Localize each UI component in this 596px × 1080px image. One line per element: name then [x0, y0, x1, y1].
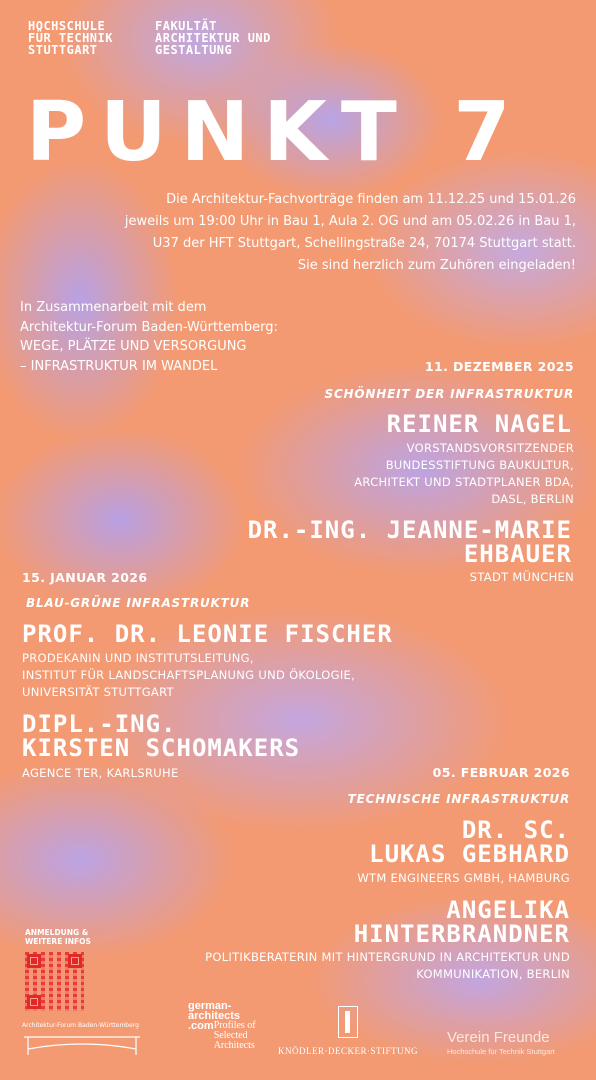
faculty-name: FAKULTÄT ARCHITEKTUR UND GESTALTUNG: [155, 19, 271, 57]
speaker-name: REINER NAGEL: [386, 410, 572, 438]
event-topic: SCHÖNHEIT DER INFRASTRUKTUR: [324, 387, 574, 401]
event-date: 15. JANUAR 2026: [22, 570, 148, 585]
speaker-name: DR.-ING. JEANNE-MARIE EHBAUER: [247, 516, 572, 568]
speaker-name: DIPL.-ING. KIRSTEN SCHOMAKERS: [22, 710, 301, 762]
event-topic: TECHNISCHE INFRASTRUKTUR: [347, 792, 570, 806]
ga-line1: german-: [188, 1000, 232, 1012]
qr-code[interactable]: [25, 952, 84, 1011]
collab-line: – INFRASTRUKTUR IM WANDEL: [20, 358, 218, 374]
collab-line: Architektur-Forum Baden-Württemberg:: [20, 319, 278, 335]
intro-text: [16, 189, 576, 277]
collab-line: WEGE, PLÄTZE UND VERSORGUNG: [20, 339, 247, 354]
speaker-name: PROF. DR. LEONIE FISCHER: [22, 620, 393, 648]
speaker-affiliation: AGENCE TER, KARLSRUHE: [22, 766, 179, 780]
event-date: 05. FEBRUAR 2026: [432, 765, 570, 780]
speaker-affiliation: VORSTANDSVORSITZENDER BUNDESSTIFTUNG BAUKULTUR, ARCHITEKT UND STADTPLANER BDA, DASL, BERLIN: [354, 441, 574, 506]
kds-emblem-icon: [338, 1006, 358, 1038]
forum-logo: [22, 1022, 142, 1061]
intro-line: U37 der HFT Stuttgart, Schellingstraße 24, 70174 Stuttgart statt.: [152, 236, 576, 251]
intro-line: Die Architektur-Fachvorträge finden am 11.12.25 und 15.01.26: [166, 192, 576, 207]
ga-tagline: Profiles of Selected Architects: [213, 1020, 256, 1051]
intro-line: jeweils um 19:00 Uhr in Bau 1, Aula 2. OG und am 05.02.26 in Bau 1,: [124, 214, 576, 229]
verein-title: Verein Freunde: [447, 1029, 550, 1046]
school-name: HOCHSCHULE FÜR TECHNIK STUTTGART: [28, 19, 113, 57]
ga-line3: .com: [188, 1020, 214, 1032]
verein-subtitle: Hochschule für Technik Stuttgart: [447, 1047, 555, 1056]
event-date: 11. DEZEMBER 2025: [424, 359, 574, 374]
forum-bridge-icon: [22, 1029, 142, 1057]
ga-line2: architects: [188, 1010, 240, 1022]
collab-line: In Zusammenarbeit mit dem: [20, 300, 207, 315]
kds-name: KNÖDLER·DECKER·STIFTUNG: [278, 1046, 418, 1056]
event-title: PUNKT 7: [26, 85, 525, 180]
speaker-affiliation: WTM ENGINEERS GMBH, HAMBURG: [357, 871, 570, 885]
speaker-affiliation: POLITIKBERATERIN MIT HINTERGRUND IN ARCHITEKTUR UND KOMMUNIKATION, BERLIN: [205, 950, 570, 981]
speaker-name: DR. SC. LUKAS GEBHARD: [369, 816, 570, 868]
registration-label: ANMELDUNG & WEITERE INFOS: [25, 928, 91, 946]
collaboration-text: [20, 298, 278, 376]
speaker-affiliation: PRODEKANIN UND INSTITUTSLEITUNG, INSTITUT FÜR LANDSCHAFTSPLANUNG UND ÖKOLOGIE, UNIVERSITÄT STUTTGART: [22, 651, 356, 699]
speaker-name: ANGELIKA HINTERBRANDNER: [353, 896, 570, 948]
forum-logo-text: Architektur-Forum Baden-Württemberg: [22, 1022, 139, 1029]
intro-line: Sie sind herzlich zum Zuhören eingeladen!: [297, 258, 576, 273]
speaker-affiliation: STADT MÜNCHEN: [469, 570, 574, 584]
event-topic: BLAU-GRÜNE INFRASTRUKTUR: [26, 596, 251, 610]
german-architects-logo: [188, 1001, 258, 1051]
